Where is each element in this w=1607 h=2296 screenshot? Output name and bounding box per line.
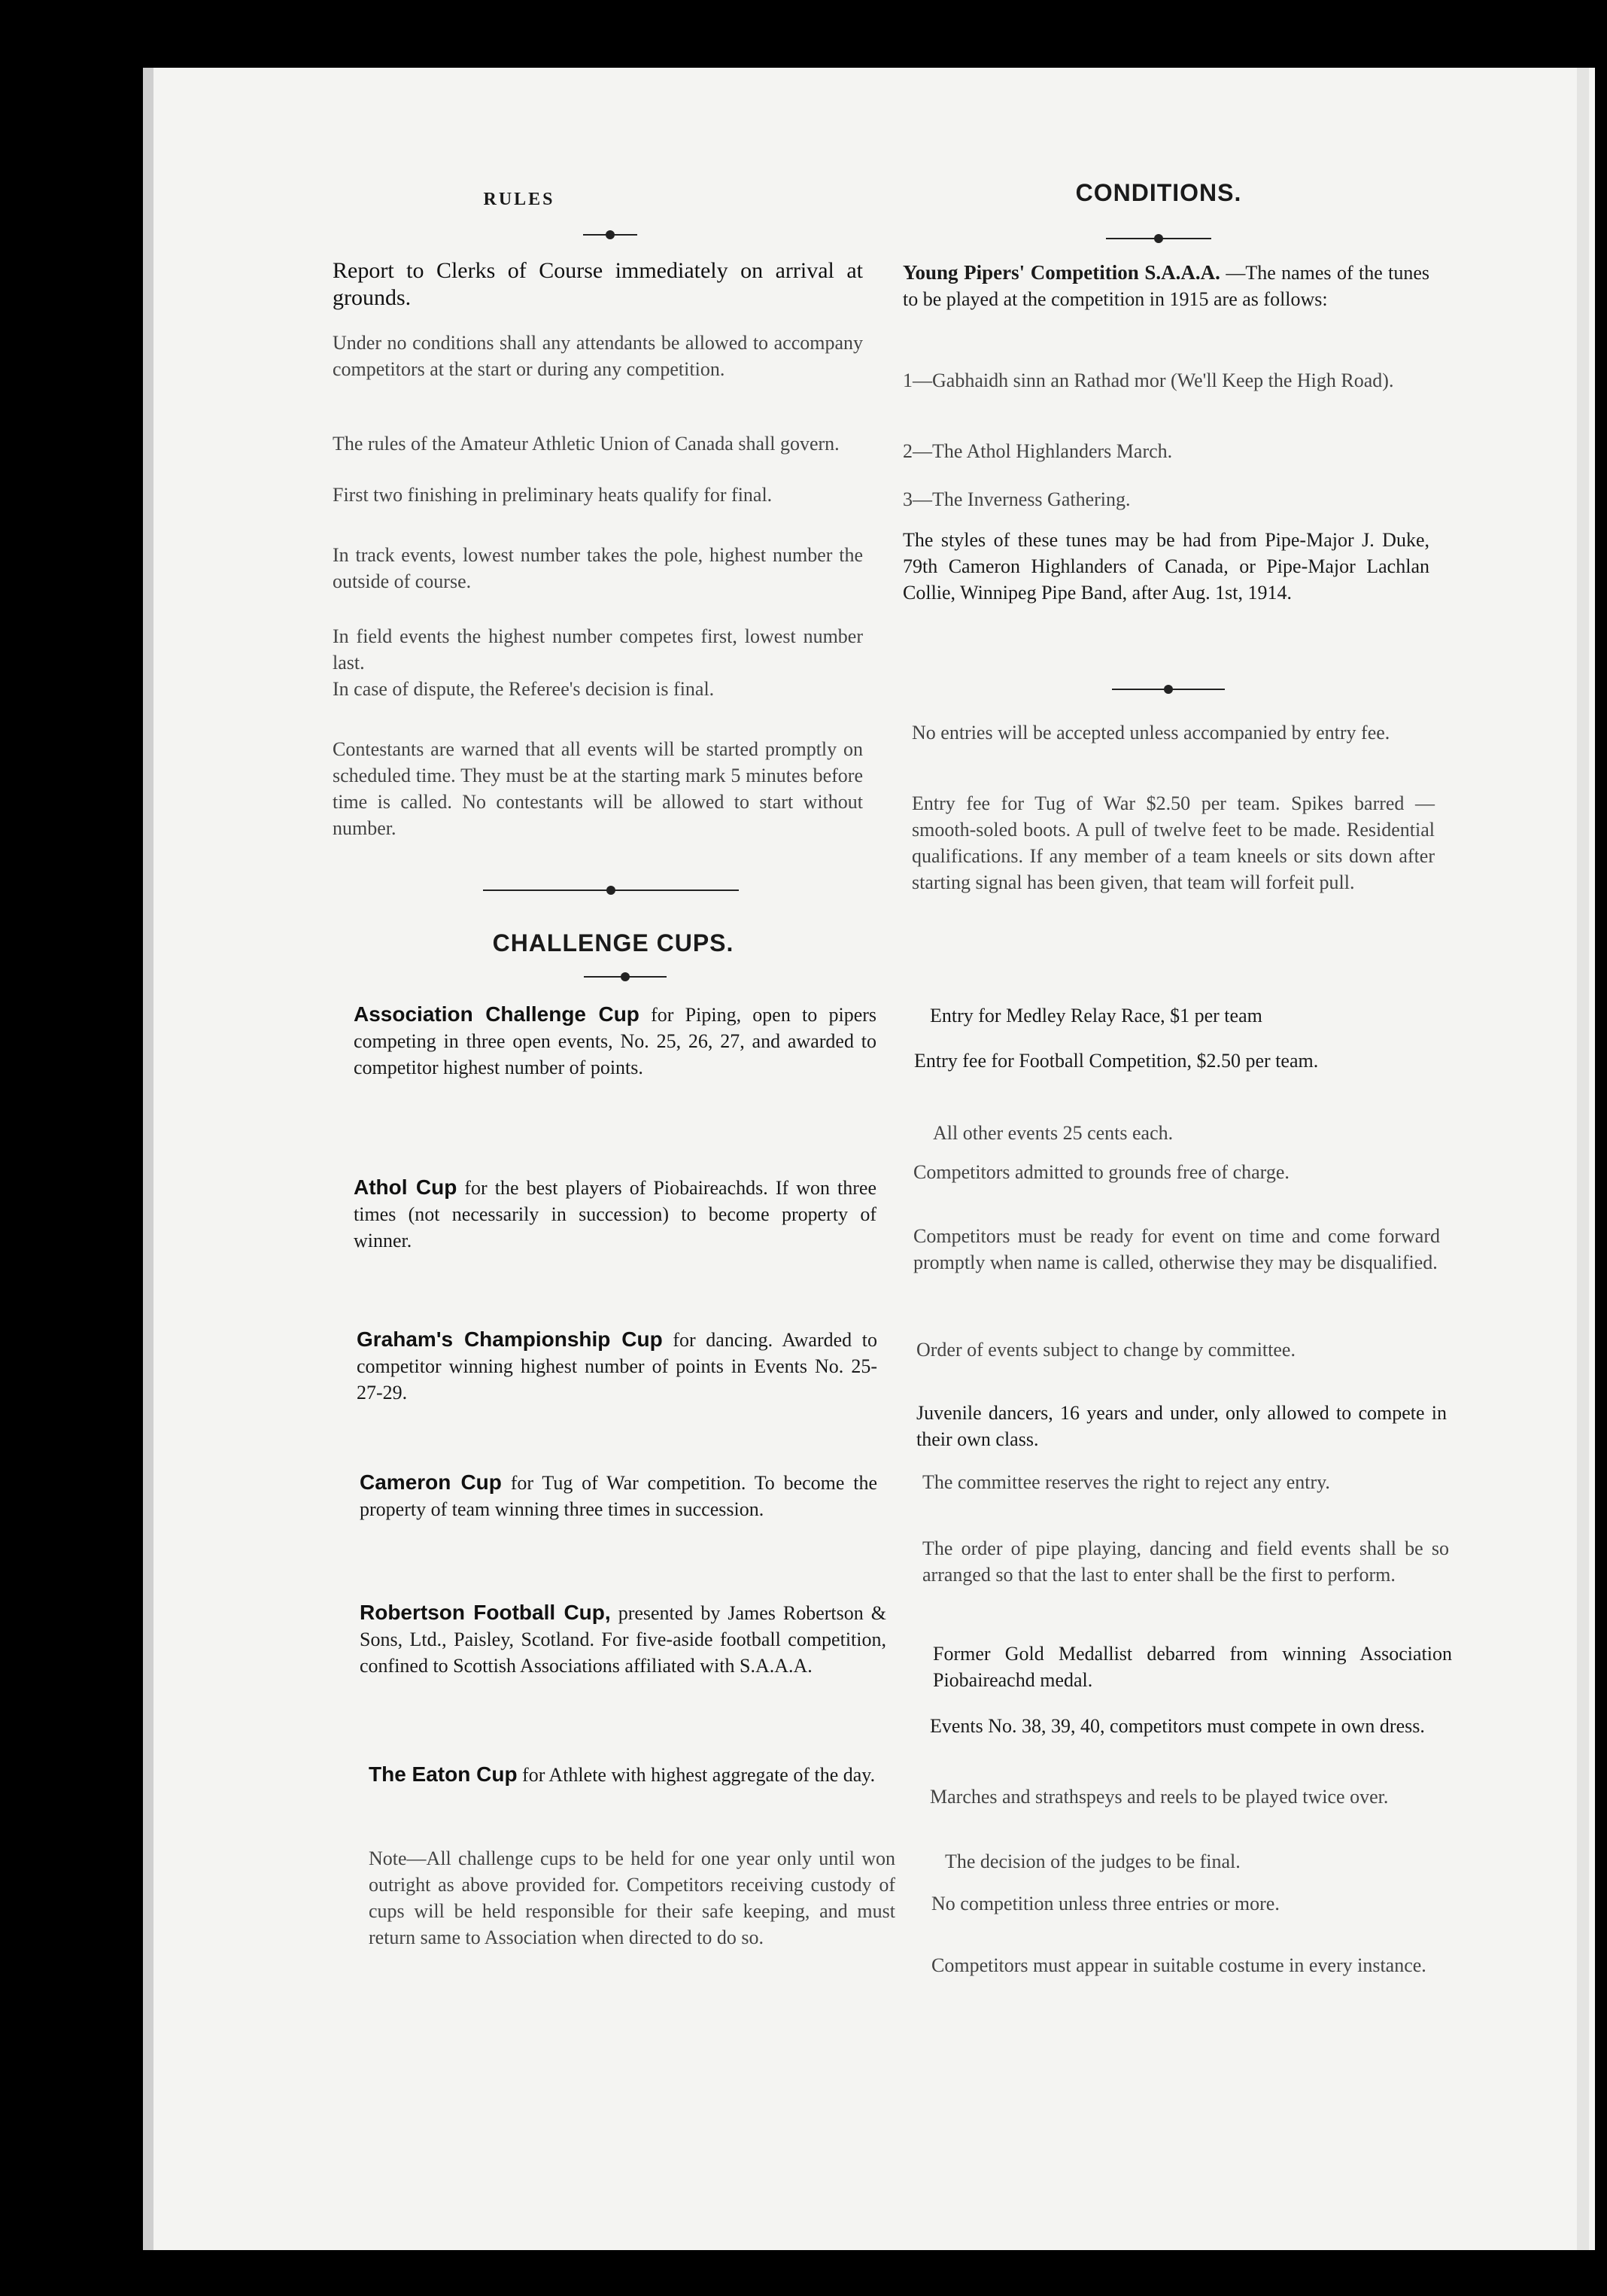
- condition-item: The decision of the judges to be final.: [945, 1850, 1241, 1872]
- cup-name: Robertson Football Cup,: [360, 1601, 611, 1624]
- cup-name: Athol Cup: [354, 1175, 457, 1199]
- rules-heading: RULES: [483, 190, 555, 209]
- ornament-divider: [1106, 238, 1211, 239]
- cup-description: presented by James Robertson & Sons, Ltd., Paisley, Scotland. For five-aside football competition, confined to Scottish Associations affiliated with S.A.A.A.: [360, 1602, 887, 1677]
- cup-entry: [357, 1326, 877, 1406]
- condition-item: Entry fee for Football Competition, $2.50 per team.: [914, 1050, 1319, 1072]
- rule-item: Contestants are warned that all events will be started promptly on scheduled time. They must be at the starting mark 5 minutes before time is called. No contestants will be allowed to start without number.: [333, 738, 863, 839]
- condition-item: Competitors admitted to grounds free of charge.: [913, 1161, 1290, 1183]
- cup-description: for Piping, open to pipers competing in three open events, No. 25, 26, 27, and awarded to competitor highest number of points.: [354, 1004, 877, 1078]
- page-edge: [1577, 68, 1589, 2250]
- cups-note: Note—All challenge cups to be held for one year only until won outright as above provided for. Competitors receiving custody of cups will be held responsible for their safe keeping, and must return same to Association when directed to do so.: [369, 1847, 895, 1948]
- condition-item: Marches and strathspeys and reels to be played twice over.: [930, 1786, 1389, 1808]
- condition-item: The order of pipe playing, dancing and field events shall be so arranged so that the last to enter shall be the first to perform.: [922, 1537, 1449, 1586]
- rule-item: In case of dispute, the Referee's decision is final.: [333, 678, 715, 700]
- condition-item: Competitors must appear in suitable costume in every instance.: [931, 1954, 1426, 1976]
- rule-item: The rules of the Amateur Athletic Union of Canada shall govern.: [333, 433, 840, 455]
- condition-item: Order of events subject to change by committee.: [916, 1339, 1296, 1361]
- cup-entry: [360, 1599, 886, 1679]
- condition-item: Entry fee for Tug of War $2.50 per team. Spikes barred — smooth-soled boots. A pull of twelve feet to be made. Residential qualifications. If any member of a team kneels or sits down after starting signal has been given, that team will forfeit pull.: [912, 792, 1435, 893]
- cup-name: The Eaton Cup: [369, 1762, 518, 1786]
- condition-item: All other events 25 cents each.: [933, 1122, 1174, 1144]
- ornament-divider: [584, 976, 667, 978]
- condition-item: No entries will be accepted unless accompanied by entry fee.: [912, 722, 1390, 744]
- young-pipers-competition: [903, 260, 1429, 312]
- cup-description: for Tug of War competition. To become the property of team winning three times in succession.: [360, 1472, 878, 1520]
- condition-item: Entry for Medley Relay Race, $1 per team: [930, 1005, 1262, 1026]
- condition-item: Events No. 38, 39, 40, competitors must compete in own dress.: [930, 1715, 1425, 1737]
- cup-name: Association Challenge Cup: [354, 1002, 639, 1026]
- young-pipers-intro: —The names of the tunes to be played at the competition in 1915 are as follows:: [903, 262, 1430, 310]
- cup-name: Graham's Championship Cup: [357, 1327, 663, 1351]
- tune-item: 2—The Athol Highlanders March.: [903, 440, 1173, 462]
- condition-item: Former Gold Medallist debarred from winning Association Piobaireachd medal.: [933, 1643, 1452, 1691]
- cup-description: for the best players of Piobaireachds. If won three times (not necessarily in succession) to become property of winner.: [354, 1177, 877, 1251]
- tune-item: 3—The Inverness Gathering.: [903, 488, 1131, 510]
- cup-entry: [354, 1174, 876, 1254]
- condition-item: Juvenile dancers, 16 years and under, only allowed to compete in their own class.: [916, 1402, 1447, 1450]
- cup-entry: [369, 1761, 880, 1788]
- cup-entry: [360, 1469, 877, 1522]
- rule-item: Report to Clerks of Course immediately on arrival at grounds.: [333, 258, 863, 310]
- ornament-divider: [583, 234, 637, 236]
- tune-item: 1—Gabhaidh sinn an Rathad mor (We'll Keep the High Road).: [903, 369, 1394, 391]
- condition-item: Competitors must be ready for event on time and come forward promptly when name is called, otherwise they may be disqualified.: [913, 1225, 1440, 1273]
- rule-item: First two finishing in preliminary heats qualify for final.: [333, 484, 773, 506]
- young-pipers-title: Young Pipers' Competition S.A.A.A.: [903, 261, 1220, 284]
- rule-item: Under no conditions shall any attendants be allowed to accompany competitors at the start or during any competition.: [333, 332, 863, 380]
- tunes-note: The styles of these tunes may be had from Pipe-Major J. Duke, 79th Cameron Highlanders of Canada, or Pipe-Major Lachlan Collie, Winnipeg Pipe Band, after Aug. 1st, 1914.: [903, 529, 1429, 604]
- cup-description: for dancing. Awarded to competitor winning highest number of points in Events No. 25-27-29.: [357, 1329, 878, 1403]
- condition-item: No competition unless three entries or more.: [931, 1893, 1280, 1914]
- conditions-heading: CONDITIONS.: [1075, 179, 1242, 206]
- cup-entry: [354, 1001, 876, 1081]
- cup-description: for Athlete with highest aggregate of the day.: [522, 1764, 876, 1786]
- rule-item: In field events the highest number competes first, lowest number last.: [333, 625, 863, 674]
- rule-item: In track events, lowest number takes the pole, highest number the outside of course.: [333, 544, 863, 592]
- ornament-divider: [1112, 689, 1225, 690]
- ornament-divider: [483, 890, 739, 891]
- cup-name: Cameron Cup: [360, 1470, 502, 1494]
- challenge-cups-heading: CHALLENGE CUPS.: [492, 929, 734, 956]
- condition-item: The committee reserves the right to reject any entry.: [922, 1471, 1330, 1493]
